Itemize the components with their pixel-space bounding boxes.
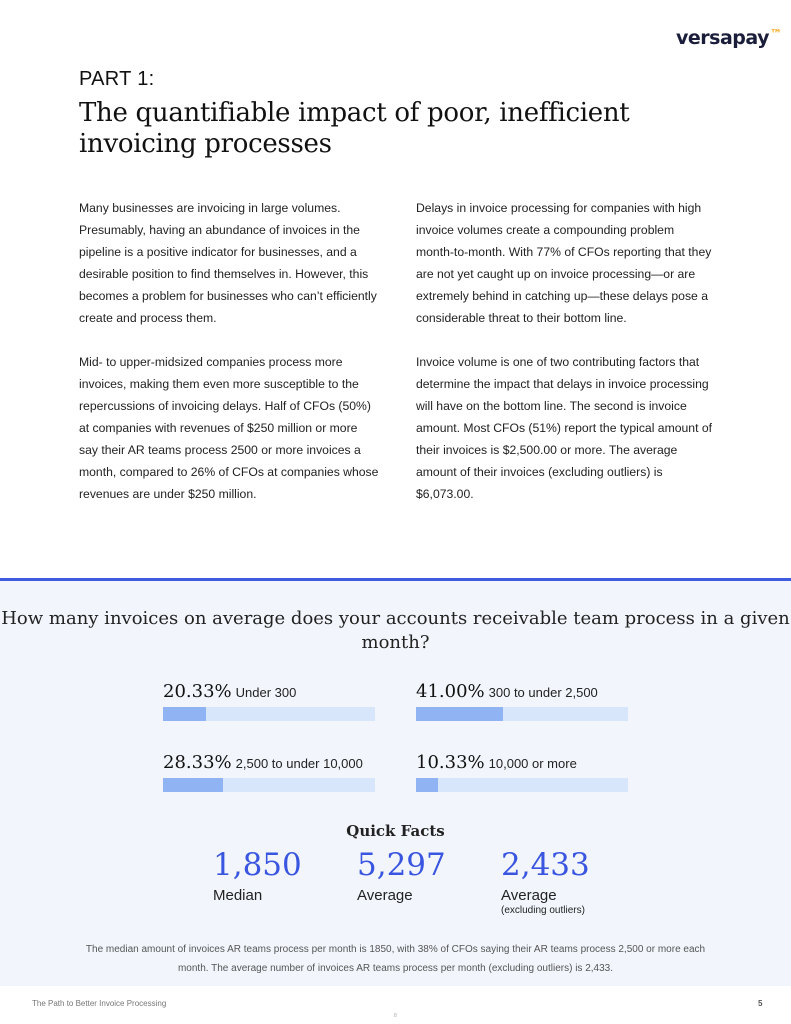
paragraph: Invoice volume is one of two contributing factors that determine the impact that delays in invoice processing will have on the bottom line. The second is invoice amount. Most CFOs (51%) report the typical amount of their invoices is $2,500.00 or more. The average amount of their invoices (excluding outliers) is $6,073.00. — [416, 355, 713, 501]
fact-average — [357, 846, 446, 904]
stat-percent: 10.33% — [416, 752, 485, 773]
progress-fill — [416, 707, 503, 721]
fact-number: 2,433 — [501, 847, 590, 883]
stat-label: 300 to under 2,500 — [488, 685, 598, 700]
paragraph: Mid- to upper-midsized companies process more invoices, making them even more susceptible to the repercussions of invoicing delays. Half of CFOs (50%) at companies with revenues of $250 million or more say their AR teams process 2500 or more invoices a month, compared to 26% of CFOs at companies whose revenues are under $250 million. — [79, 355, 379, 501]
progress-track — [163, 707, 375, 721]
fact-number: 5,297 — [357, 847, 446, 883]
stat-percent: 41.00% — [416, 681, 485, 702]
logo-mark: ™ — [770, 27, 782, 41]
progress-track — [163, 778, 375, 792]
stat-label: 10,000 or more — [488, 756, 577, 771]
stat-under-300 — [163, 681, 375, 702]
fact-average-excluding-outliers — [501, 846, 590, 916]
paragraph: Many businesses are invoicing in large volumes. Presumably, having an abundance of invoices in the pipeline is a positive indicator for businesses, and a desirable position to find themselves in. However, this becomes a problem for businesses who can’t efficiently create and process them. — [79, 201, 377, 325]
fact-number: 1,850 — [213, 847, 302, 883]
progress-fill — [163, 778, 223, 792]
survey-question: How many invoices on average does your accounts receivable team process in a given month? — [1, 608, 790, 653]
page-number: 5 — [758, 999, 763, 1008]
paragraph: Delays in invoice processing for companies with high invoice volumes create a compounding problem month-to-month. With 77% of CFOs reporting that they are not yet caught up on invoice processing—or are extremely behind in catching up—these delays pose a considerable threat to their bottom line. — [416, 201, 712, 325]
progress-track — [416, 707, 628, 721]
body-column-right — [416, 197, 712, 527]
fact-label: Average — [357, 887, 413, 904]
stat-300-to-2500 — [416, 681, 628, 702]
body-column-left — [79, 197, 379, 527]
footer-title: The Path to Better Invoice Processing — [32, 999, 167, 1008]
quick-facts-note: The median amount of invoices AR teams process per month is 1850, with 38% of CFOs saying their AR teams process 2,500 or more each month. The average number of invoices AR teams process per month (excluding outliers) is 2,433. — [85, 944, 706, 974]
quick-facts-title: Quick Facts — [346, 822, 445, 840]
progress-track — [416, 778, 628, 792]
part-label: PART 1: — [79, 68, 155, 90]
page-title: The quantifiable impact of poor, inefficient invoicing processes — [79, 98, 630, 159]
fact-label: Average — [501, 887, 557, 904]
fact-sublabel: (excluding outliers) — [501, 905, 585, 916]
stat-label: Under 300 — [235, 685, 297, 700]
stat-2500-to-10000 — [163, 752, 375, 773]
fact-median — [213, 846, 302, 904]
versapay-logo — [676, 27, 782, 49]
stat-10000-or-more — [416, 752, 628, 773]
stat-percent: 28.33% — [163, 752, 232, 773]
fact-label: Median — [213, 887, 263, 904]
progress-fill — [416, 778, 438, 792]
stat-label: 2,500 to under 10,000 — [235, 756, 363, 771]
progress-fill — [163, 707, 206, 721]
stat-percent: 20.33% — [163, 681, 232, 702]
center-mark: 8 — [394, 1013, 397, 1019]
logo-text: versapay — [676, 27, 769, 49]
